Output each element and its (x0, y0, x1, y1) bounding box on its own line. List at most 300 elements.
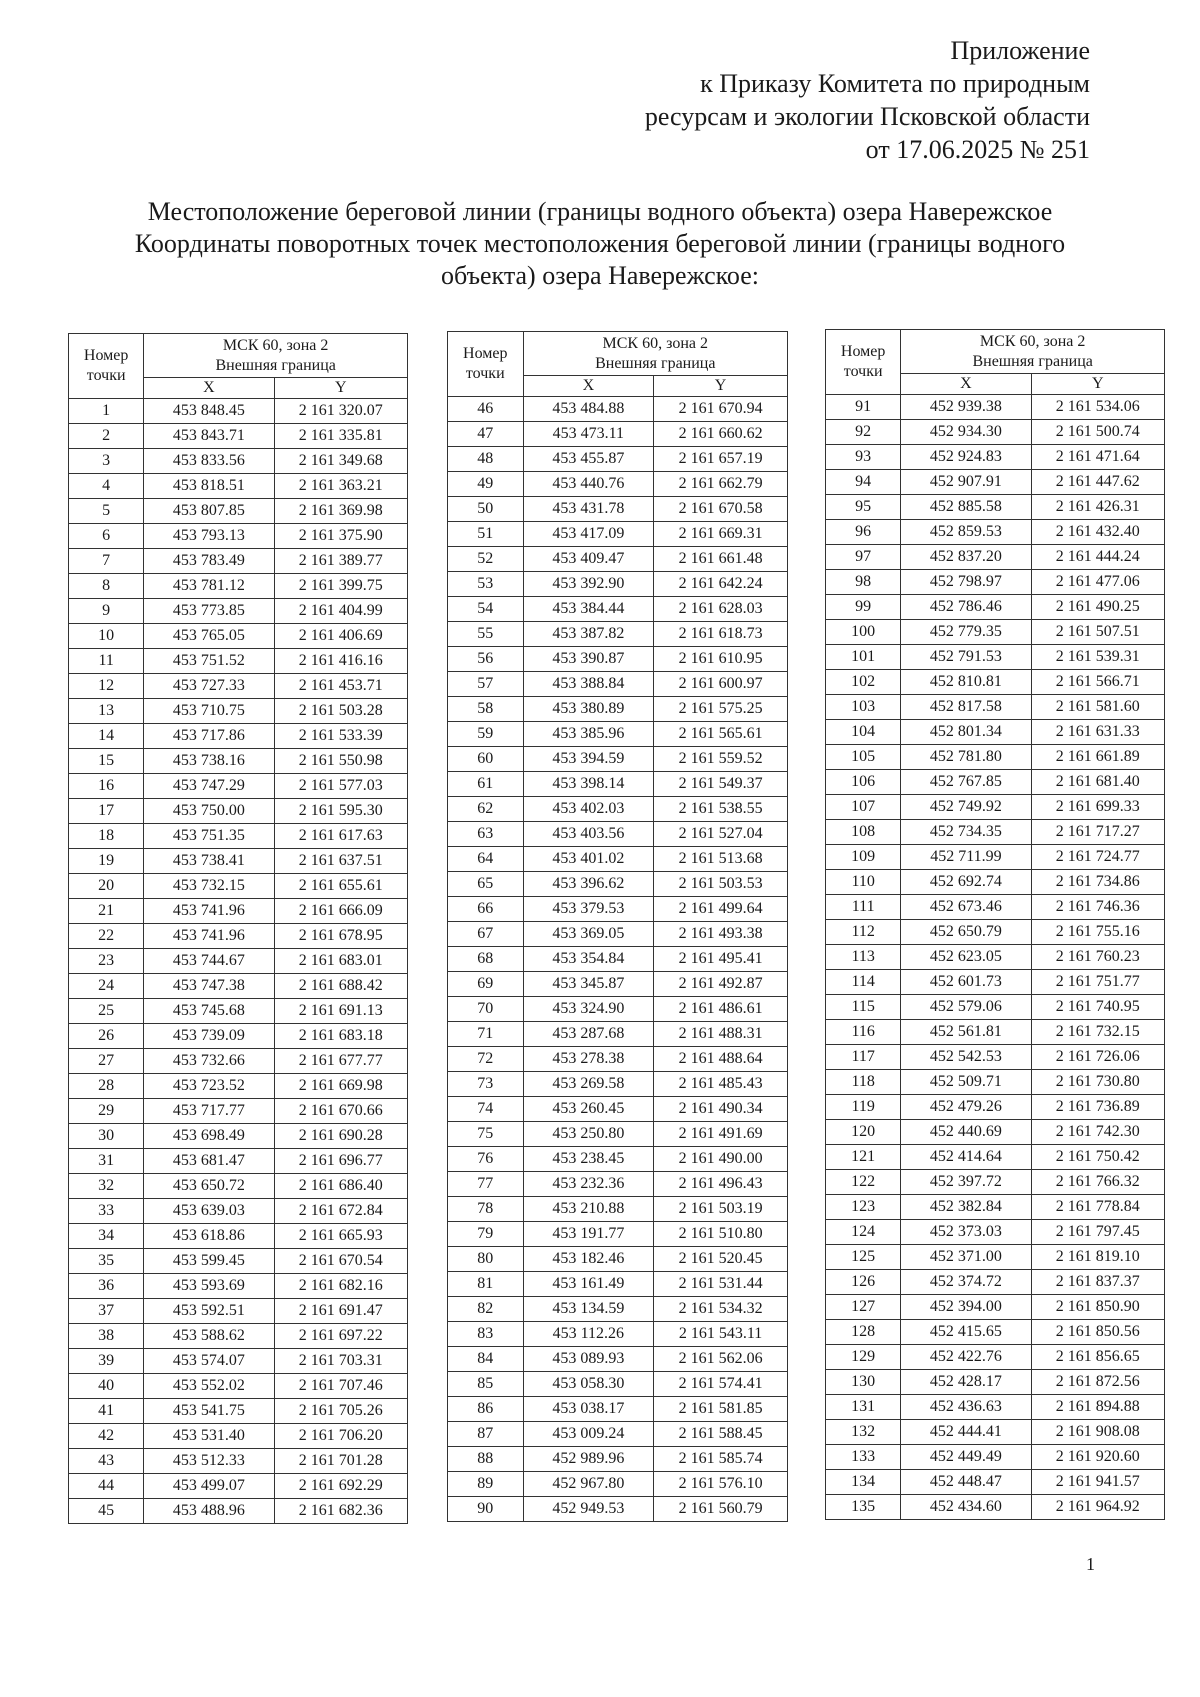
table-row (826, 1245, 1165, 1270)
x-coordinate-cell: 452 711.99 (901, 845, 1031, 870)
header-label: Внешняя граница (972, 352, 1093, 370)
table-row (448, 1472, 788, 1497)
x-coordinate-cell: 453 592.51 (144, 1299, 274, 1324)
x-coordinate-cell: 452 786.46 (901, 595, 1031, 620)
point-number-cell: 17 (69, 799, 144, 824)
table-row (448, 1147, 788, 1172)
x-coordinate-cell: 452 767.85 (901, 770, 1031, 795)
table-row (826, 620, 1165, 645)
table-row (69, 1399, 408, 1424)
x-coordinate-cell: 453 781.12 (144, 574, 274, 599)
y-coordinate-cell: 2 161 595.30 (274, 799, 407, 824)
point-number-cell: 95 (826, 495, 901, 520)
table-row (826, 845, 1165, 870)
y-coordinate-cell: 2 161 699.33 (1031, 795, 1164, 820)
x-coordinate-cell: 453 793.13 (144, 524, 274, 549)
x-coordinate-cell: 453 484.88 (523, 397, 654, 422)
table-row (69, 474, 408, 499)
x-coordinate-cell: 452 448.47 (901, 1470, 1031, 1495)
point-number-cell: 128 (826, 1320, 901, 1345)
table-row (69, 524, 408, 549)
x-coordinate-cell: 453 403.56 (523, 822, 654, 847)
table-row (826, 895, 1165, 920)
x-coordinate-cell: 453 717.86 (144, 724, 274, 749)
point-number-cell: 129 (826, 1345, 901, 1370)
point-number-cell: 113 (826, 945, 901, 970)
point-number-cell: 120 (826, 1120, 901, 1145)
table-row (448, 1097, 788, 1122)
table-row (826, 995, 1165, 1020)
point-number-cell: 106 (826, 770, 901, 795)
y-coordinate-cell: 2 161 531.44 (654, 1272, 788, 1297)
x-coordinate-cell: 453 717.77 (144, 1099, 274, 1124)
point-number-cell: 108 (826, 820, 901, 845)
point-number-cell: 79 (448, 1222, 524, 1247)
y-coordinate-cell: 2 161 363.21 (274, 474, 407, 499)
table-row (448, 547, 788, 572)
x-coordinate-cell: 452 561.81 (901, 1020, 1031, 1045)
table-row (69, 1324, 408, 1349)
x-coordinate-cell: 452 791.53 (901, 645, 1031, 670)
table-row (826, 445, 1165, 470)
x-coordinate-cell: 453 278.38 (523, 1047, 654, 1072)
point-number-cell: 40 (69, 1374, 144, 1399)
table-row (69, 399, 408, 424)
point-number-cell: 105 (826, 745, 901, 770)
table-row (826, 1170, 1165, 1195)
table-row (448, 872, 788, 897)
point-number-cell: 44 (69, 1474, 144, 1499)
x-coordinate-cell: 453 058.30 (523, 1372, 654, 1397)
x-coordinate-cell: 453 488.96 (144, 1499, 274, 1524)
point-number-cell: 61 (448, 772, 524, 797)
point-number-cell: 91 (826, 395, 901, 420)
x-coordinate-cell: 452 692.74 (901, 870, 1031, 895)
x-coordinate-cell: 453 409.47 (523, 547, 654, 572)
point-number-cell: 72 (448, 1047, 524, 1072)
header-label: Номер (463, 345, 508, 362)
table-row (448, 972, 788, 997)
y-coordinate-cell: 2 161 691.13 (274, 999, 407, 1024)
x-coordinate-cell: 452 397.72 (901, 1170, 1031, 1195)
table-row (826, 1095, 1165, 1120)
point-number-cell: 96 (826, 520, 901, 545)
y-coordinate-cell: 2 161 686.40 (274, 1174, 407, 1199)
x-coordinate-cell: 453 384.44 (523, 597, 654, 622)
y-coordinate-cell: 2 161 513.68 (654, 847, 788, 872)
y-coordinate-cell: 2 161 726.06 (1031, 1045, 1164, 1070)
header-label: Номер (83, 347, 129, 364)
y-coordinate-cell: 2 161 631.33 (1031, 720, 1164, 745)
point-number-cell: 65 (448, 872, 524, 897)
y-coordinate-cell: 2 161 778.84 (1031, 1195, 1164, 1220)
x-coordinate-cell: 453 089.93 (523, 1347, 654, 1372)
y-coordinate-cell: 2 161 399.75 (274, 574, 407, 599)
table-row (69, 924, 408, 949)
y-coordinate-cell: 2 161 533.39 (274, 724, 407, 749)
y-coordinate-cell: 2 161 908.08 (1031, 1420, 1164, 1445)
table-row (69, 1149, 408, 1174)
table-row (69, 424, 408, 449)
table-row (448, 1247, 788, 1272)
header-label: Внешняя граница (215, 356, 336, 374)
y-coordinate-cell: 2 161 447.62 (1031, 470, 1164, 495)
point-number-cell: 132 (826, 1420, 901, 1445)
x-coordinate-cell: 452 374.72 (901, 1270, 1031, 1295)
table-row (448, 1072, 788, 1097)
point-number-cell: 100 (826, 620, 901, 645)
table-row (69, 1124, 408, 1149)
point-number-cell: 5 (69, 499, 144, 524)
point-number-cell: 54 (448, 597, 524, 622)
point-number-cell: 3 (69, 449, 144, 474)
table-row (69, 824, 408, 849)
table-row (69, 624, 408, 649)
table-row (448, 922, 788, 947)
table-row (826, 1120, 1165, 1145)
table-row (448, 772, 788, 797)
y-coordinate-cell: 2 161 550.98 (274, 749, 407, 774)
y-coordinate-cell: 2 161 691.47 (274, 1299, 407, 1324)
x-coordinate-cell: 452 779.35 (901, 620, 1031, 645)
x-coordinate-cell: 453 710.75 (144, 699, 274, 724)
point-number-cell: 43 (69, 1449, 144, 1474)
x-coordinate-cell: 453 380.89 (523, 697, 654, 722)
point-number-cell: 33 (69, 1199, 144, 1224)
y-coordinate-cell: 2 161 850.90 (1031, 1295, 1164, 1320)
y-coordinate-cell: 2 161 490.25 (1031, 595, 1164, 620)
table-row (448, 447, 788, 472)
table-row (448, 647, 788, 672)
point-number-cell: 68 (448, 947, 524, 972)
table-row (826, 670, 1165, 695)
point-number-cell: 75 (448, 1122, 524, 1147)
header-label: Внешняя граница (595, 354, 716, 372)
table-row (69, 949, 408, 974)
table-row (69, 1474, 408, 1499)
x-coordinate-cell: 453 287.68 (523, 1022, 654, 1047)
table-row (826, 1345, 1165, 1370)
point-number-cell: 92 (826, 420, 901, 445)
table-row (826, 645, 1165, 670)
point-number-cell: 58 (448, 697, 524, 722)
table-row (448, 847, 788, 872)
table-row (826, 545, 1165, 570)
point-number-cell: 39 (69, 1349, 144, 1374)
x-coordinate-cell: 453 345.87 (523, 972, 654, 997)
x-coordinate-cell: 452 579.06 (901, 995, 1031, 1020)
point-number-cell: 83 (448, 1322, 524, 1347)
point-number-cell: 118 (826, 1070, 901, 1095)
point-number-cell: 48 (448, 447, 524, 472)
x-coordinate-cell: 452 440.69 (901, 1120, 1031, 1145)
point-number-cell: 36 (69, 1274, 144, 1299)
point-number-cell: 20 (69, 874, 144, 899)
y-coordinate-cell: 2 161 690.28 (274, 1124, 407, 1149)
table-row (826, 595, 1165, 620)
table-row (69, 1074, 408, 1099)
x-coordinate-cell: 453 531.40 (144, 1424, 274, 1449)
x-coordinate-cell: 453 038.17 (523, 1397, 654, 1422)
y-coordinate-cell: 2 161 477.06 (1031, 570, 1164, 595)
y-coordinate-cell: 2 161 559.52 (654, 747, 788, 772)
point-number-cell: 57 (448, 672, 524, 697)
x-coordinate-cell: 452 414.64 (901, 1145, 1031, 1170)
point-number-cell: 119 (826, 1095, 901, 1120)
point-number-cell: 18 (69, 824, 144, 849)
header-label: Номер (840, 343, 886, 360)
x-coordinate-cell: 453 552.02 (144, 1374, 274, 1399)
table-row (826, 1020, 1165, 1045)
coordinates-table-1 (68, 333, 408, 1524)
coordinates-table-3 (825, 329, 1165, 1520)
table-row (69, 674, 408, 699)
x-coordinate-cell: 453 388.84 (523, 672, 654, 697)
point-number-cell: 112 (826, 920, 901, 945)
x-coordinate-cell: 453 747.38 (144, 974, 274, 999)
x-coordinate-cell: 453 431.78 (523, 497, 654, 522)
y-coordinate-cell: 2 161 574.41 (654, 1372, 788, 1397)
point-number-header (69, 334, 144, 399)
point-number-cell: 104 (826, 720, 901, 745)
y-coordinate-cell: 2 161 549.37 (654, 772, 788, 797)
table-row (448, 697, 788, 722)
y-coordinate-cell: 2 161 404.99 (274, 599, 407, 624)
y-coordinate-cell: 2 161 670.58 (654, 497, 788, 522)
table-row (826, 1445, 1165, 1470)
y-coordinate-cell: 2 161 520.45 (654, 1247, 788, 1272)
point-number-cell: 70 (448, 997, 524, 1022)
x-coordinate-cell: 453 588.62 (144, 1324, 274, 1349)
y-coordinate-cell: 2 161 585.74 (654, 1447, 788, 1472)
y-coordinate-cell: 2 161 670.66 (274, 1099, 407, 1124)
x-coordinate-cell: 452 601.73 (901, 970, 1031, 995)
y-coordinate-cell: 2 161 588.45 (654, 1422, 788, 1447)
x-coordinate-cell: 452 371.00 (901, 1245, 1031, 1270)
x-coordinate-cell: 452 749.92 (901, 795, 1031, 820)
y-coordinate-cell: 2 161 696.77 (274, 1149, 407, 1174)
table-row (448, 822, 788, 847)
title-line: Координаты поворотных точек местоположения береговой линии (границы водного (134, 229, 1066, 258)
point-number-cell: 76 (448, 1147, 524, 1172)
x-coordinate-cell: 452 837.20 (901, 545, 1031, 570)
point-number-cell: 12 (69, 674, 144, 699)
y-coordinate-cell: 2 161 688.42 (274, 974, 407, 999)
table-row (448, 1422, 788, 1447)
table-row (826, 1420, 1165, 1445)
point-number-cell: 73 (448, 1072, 524, 1097)
x-coordinate-cell: 453 843.71 (144, 424, 274, 449)
y-coordinate-cell: 2 161 766.32 (1031, 1170, 1164, 1195)
x-coordinate-cell: 452 394.00 (901, 1295, 1031, 1320)
y-coordinate-cell: 2 161 964.92 (1031, 1495, 1164, 1520)
point-number-cell: 30 (69, 1124, 144, 1149)
table-row (826, 1220, 1165, 1245)
point-number-cell: 23 (69, 949, 144, 974)
point-number-cell: 122 (826, 1170, 901, 1195)
point-number-cell: 14 (69, 724, 144, 749)
table-row (69, 1199, 408, 1224)
point-number-cell: 6 (69, 524, 144, 549)
table-row (448, 1372, 788, 1397)
x-coordinate-cell: 453 744.67 (144, 949, 274, 974)
table-row (69, 1249, 408, 1274)
x-coordinate-cell: 453 750.00 (144, 799, 274, 824)
table-row (69, 874, 408, 899)
x-coordinate-cell: 453 738.16 (144, 749, 274, 774)
point-number-cell: 64 (448, 847, 524, 872)
coordinate-system-header (523, 332, 787, 376)
y-coordinate-cell: 2 161 576.10 (654, 1472, 788, 1497)
y-coordinate-cell: 2 161 527.04 (654, 822, 788, 847)
table-row (69, 1449, 408, 1474)
point-number-cell: 16 (69, 774, 144, 799)
table-row (826, 745, 1165, 770)
x-coordinate-cell: 453 354.84 (523, 947, 654, 972)
table-row (826, 1070, 1165, 1095)
point-number-cell: 130 (826, 1370, 901, 1395)
x-coordinate-cell: 452 801.34 (901, 720, 1031, 745)
table-row (826, 395, 1165, 420)
point-number-cell: 59 (448, 722, 524, 747)
x-coordinate-cell: 452 415.65 (901, 1320, 1031, 1345)
y-column-header: Y (654, 376, 788, 397)
point-number-cell: 52 (448, 547, 524, 572)
y-coordinate-cell: 2 161 488.64 (654, 1047, 788, 1072)
point-number-cell: 78 (448, 1197, 524, 1222)
table-row (69, 1349, 408, 1374)
x-coordinate-cell: 453 732.15 (144, 874, 274, 899)
x-coordinate-cell: 452 798.97 (901, 570, 1031, 595)
point-number-cell: 87 (448, 1422, 524, 1447)
point-number-cell: 24 (69, 974, 144, 999)
coordinate-system-header (901, 330, 1165, 374)
point-number-cell: 63 (448, 822, 524, 847)
point-number-cell: 8 (69, 574, 144, 599)
x-coordinate-cell: 453 639.03 (144, 1199, 274, 1224)
y-coordinate-cell: 2 161 493.38 (654, 922, 788, 947)
table-row (448, 897, 788, 922)
point-number-cell: 28 (69, 1074, 144, 1099)
y-coordinate-cell: 2 161 894.88 (1031, 1395, 1164, 1420)
point-number-cell: 114 (826, 970, 901, 995)
x-coordinate-cell: 453 379.53 (523, 897, 654, 922)
point-number-cell: 94 (826, 470, 901, 495)
y-coordinate-cell: 2 161 534.32 (654, 1297, 788, 1322)
y-coordinate-cell: 2 161 581.85 (654, 1397, 788, 1422)
x-coordinate-cell: 453 765.05 (144, 624, 274, 649)
point-number-cell: 107 (826, 795, 901, 820)
x-coordinate-cell: 453 232.36 (523, 1172, 654, 1197)
x-coordinate-cell: 452 373.03 (901, 1220, 1031, 1245)
point-number-cell: 89 (448, 1472, 524, 1497)
point-number-cell: 81 (448, 1272, 524, 1297)
title-line: объекта) озера Навережское: (440, 261, 760, 290)
x-coordinate-cell: 452 810.81 (901, 670, 1031, 695)
x-column-header: X (523, 376, 654, 397)
x-coordinate-cell: 453 681.47 (144, 1149, 274, 1174)
y-coordinate-cell: 2 161 503.19 (654, 1197, 788, 1222)
x-coordinate-cell: 452 939.38 (901, 395, 1031, 420)
x-coordinate-cell: 453 161.49 (523, 1272, 654, 1297)
point-number-cell: 80 (448, 1247, 524, 1272)
x-coordinate-cell: 452 859.53 (901, 520, 1031, 545)
x-coordinate-cell: 452 623.05 (901, 945, 1031, 970)
y-coordinate-cell: 2 161 941.57 (1031, 1470, 1164, 1495)
point-number-cell: 71 (448, 1022, 524, 1047)
x-coordinate-cell: 453 512.33 (144, 1449, 274, 1474)
table-row (826, 870, 1165, 895)
x-coordinate-cell: 453 848.45 (144, 399, 274, 424)
y-coordinate-cell: 2 161 706.20 (274, 1424, 407, 1449)
y-coordinate-cell: 2 161 701.28 (274, 1449, 407, 1474)
point-number-cell: 51 (448, 522, 524, 547)
y-coordinate-cell: 2 161 335.81 (274, 424, 407, 449)
x-column-header: X (901, 374, 1031, 395)
table-row (69, 599, 408, 624)
table-row (69, 1174, 408, 1199)
table-row (69, 499, 408, 524)
x-coordinate-cell: 453 260.45 (523, 1097, 654, 1122)
x-coordinate-cell: 452 444.41 (901, 1420, 1031, 1445)
y-coordinate-cell: 2 161 490.34 (654, 1097, 788, 1122)
y-coordinate-cell: 2 161 416.16 (274, 649, 407, 674)
y-coordinate-cell: 2 161 486.61 (654, 997, 788, 1022)
point-number-cell: 31 (69, 1149, 144, 1174)
x-coordinate-cell: 453 618.86 (144, 1224, 274, 1249)
x-coordinate-cell: 453 369.05 (523, 922, 654, 947)
x-coordinate-cell: 452 673.46 (901, 895, 1031, 920)
y-coordinate-cell: 2 161 562.06 (654, 1347, 788, 1372)
appendix-line: к Приказу Комитета по природным (700, 69, 1090, 98)
y-coordinate-cell: 2 161 657.19 (654, 447, 788, 472)
x-coordinate-cell: 453 269.58 (523, 1072, 654, 1097)
y-coordinate-cell: 2 161 682.36 (274, 1499, 407, 1524)
table-row (448, 1272, 788, 1297)
y-coordinate-cell: 2 161 670.54 (274, 1249, 407, 1274)
table-row (826, 970, 1165, 995)
point-number-cell: 135 (826, 1495, 901, 1520)
table-row (826, 470, 1165, 495)
point-number-cell: 85 (448, 1372, 524, 1397)
table-row (826, 720, 1165, 745)
x-coordinate-cell: 453 574.07 (144, 1349, 274, 1374)
x-coordinate-cell: 453 751.35 (144, 824, 274, 849)
point-number-cell: 50 (448, 497, 524, 522)
y-coordinate-cell: 2 161 707.46 (274, 1374, 407, 1399)
point-number-cell: 117 (826, 1045, 901, 1070)
x-coordinate-cell: 453 009.24 (523, 1422, 654, 1447)
point-number-cell: 116 (826, 1020, 901, 1045)
y-coordinate-cell: 2 161 492.87 (654, 972, 788, 997)
point-number-cell: 66 (448, 897, 524, 922)
point-number-cell: 11 (69, 649, 144, 674)
x-coordinate-cell: 452 924.83 (901, 445, 1031, 470)
point-number-cell: 2 (69, 424, 144, 449)
y-coordinate-cell: 2 161 724.77 (1031, 845, 1164, 870)
point-number-cell: 134 (826, 1470, 901, 1495)
table-row (69, 574, 408, 599)
point-number-cell: 67 (448, 922, 524, 947)
x-coordinate-cell: 453 738.41 (144, 849, 274, 874)
y-column-header: Y (274, 378, 407, 399)
y-coordinate-cell: 2 161 560.79 (654, 1497, 788, 1522)
table-row (826, 1470, 1165, 1495)
table-row (448, 747, 788, 772)
x-coordinate-cell: 453 751.52 (144, 649, 274, 674)
y-coordinate-cell: 2 161 389.77 (274, 549, 407, 574)
x-coordinate-cell: 453 473.11 (523, 422, 654, 447)
